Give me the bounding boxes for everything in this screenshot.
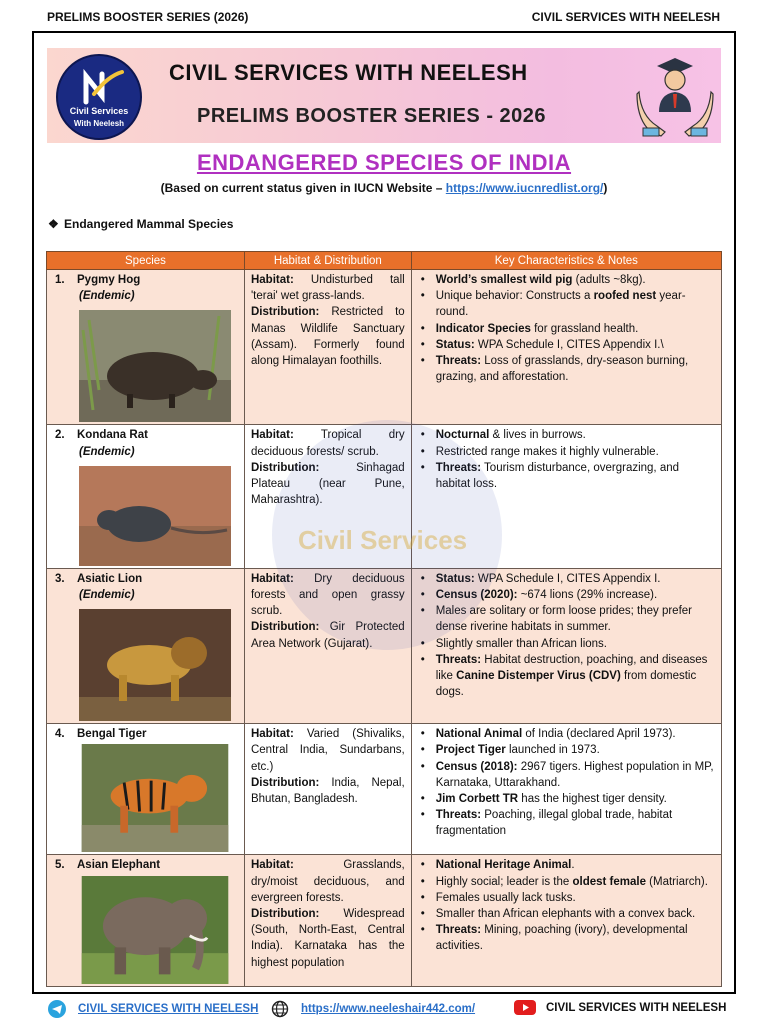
running-header — [0, 0, 768, 30]
species-cell — [47, 568, 245, 723]
page-title: ENDANGERED SPECIES OF INDIA — [196, 150, 572, 175]
note-item: • Indicator Species for grassland health. — [418, 321, 715, 337]
source-note — [0, 181, 768, 195]
notes-list — [418, 272, 715, 385]
note-item: • Males are solitary or form loose prides; they prefer dense riverine habitats in summer. — [418, 603, 715, 635]
note-item: • Census (2018): 2967 tigers. Highest population in MP, Karnataka, Uttarakhand. — [418, 759, 715, 791]
footer-youtube[interactable] — [514, 1000, 726, 1015]
species-name: 4. Bengal Tiger — [55, 728, 147, 741]
watermark-text: Civil Services — [298, 525, 468, 555]
section-heading — [48, 217, 233, 231]
logo-text-line1: Civil Services — [69, 106, 129, 116]
table-row — [47, 724, 722, 855]
endemic-tag: (Endemic) — [79, 445, 135, 458]
note-item: • Nocturnal & lives in burrows. — [418, 427, 715, 443]
notes-cell — [411, 568, 721, 723]
brand-logo — [56, 54, 142, 140]
source-note-suffix: ) — [603, 181, 608, 195]
habitat-cell: Habitat: Undisturbed tall 'terai' wet grass-lands. Distribution: Restricted to Manas Wildlife Sanctuary (Assam). Formerly found along Himalayan foothills. — [244, 270, 411, 425]
section-heading-text: Endangered Mammal Species — [64, 217, 234, 231]
banner-subtitle: PRELIMS BOOSTER SERIES - 2026 — [197, 105, 547, 127]
note-item: • Unique behavior: Constructs a roofed nest year-round. — [418, 288, 715, 320]
graduate-hands-icon — [635, 54, 715, 138]
notes-list — [418, 857, 715, 954]
pygmy-hog-photo — [79, 310, 231, 422]
note-item: • Status: WPA Schedule I, CITES Appendix I. — [418, 571, 715, 587]
banner — [47, 48, 721, 143]
notes-list — [418, 571, 715, 701]
habitat-cell: Habitat: Grasslands, dry/moist deciduous, and evergreen forests. Distribution: Widespread (South, North-East, Central India). Karnataka has the highest population — [244, 855, 411, 986]
footer-website[interactable] — [271, 1000, 475, 1018]
note-item: • National Animal of India (declared April 1973). — [418, 726, 715, 742]
header-habitat: Habitat & Distribution — [244, 252, 411, 270]
notes-cell — [411, 270, 721, 425]
note-item: • World’s smallest wild pig (adults ~8kg). — [418, 272, 715, 288]
note-item: • Restricted range makes it highly vulnerable. — [418, 444, 715, 460]
asian-elephant-photo — [79, 876, 231, 984]
species-cell — [47, 425, 245, 568]
note-item: • Status: WPA Schedule I, CITES Appendix I.\ — [418, 337, 715, 353]
banner-title: CIVIL SERVICES WITH NEELESH — [169, 60, 528, 85]
endemic-tag: (Endemic) — [79, 589, 135, 602]
note-item: • Threats: Poaching, illegal global trade, habitat fragmentation — [418, 807, 715, 839]
table-row — [47, 568, 722, 723]
youtube-channel-name[interactable]: CIVIL SERVICES WITH NEELESH — [546, 1001, 727, 1014]
table-row — [47, 855, 722, 986]
iucn-link[interactable]: https://www.iucnredlist.org/ — [445, 181, 604, 195]
species-cell — [47, 270, 245, 425]
footer-telegram[interactable] — [48, 1000, 258, 1018]
table-header-row — [47, 252, 722, 270]
note-item: • National Heritage Animal. — [418, 857, 715, 873]
note-item: • Females usually lack tusks. — [418, 890, 715, 906]
header-notes: Key Characteristics & Notes — [411, 252, 721, 270]
note-item: • Census (2020): ~674 lions (29% increase). — [418, 587, 715, 603]
globe-icon — [271, 1000, 289, 1018]
species-cell — [47, 855, 245, 986]
page-footer — [0, 998, 768, 1022]
header-series-label: PRELIMS BOOSTER SERIES (2026) — [47, 10, 249, 24]
habitat-cell: Habitat: Tropical dry deciduous forests/ scrub. Distribution: Sinhagad Plateau (near Pune, Maharashtra). — [244, 425, 411, 568]
notes-cell — [411, 724, 721, 855]
asiatic-lion-photo — [79, 609, 231, 721]
youtube-icon — [514, 1000, 536, 1015]
bengal-tiger-photo — [79, 744, 231, 852]
notes-cell — [411, 855, 721, 986]
note-item: • Threats: Tourism disturbance, overgrazing, and habitat loss. — [418, 460, 715, 492]
note-item: • Threats: Mining, poaching (ivory), developmental activities. — [418, 922, 715, 954]
species-cell — [47, 724, 245, 855]
notes-list — [418, 726, 715, 839]
species-name: 5. Asian Elephant — [55, 859, 161, 872]
table-row — [47, 425, 722, 568]
notes-cell — [411, 425, 721, 568]
website-link[interactable]: https://www.neeleshair442.com/ — [301, 1003, 476, 1015]
habitat-cell: Habitat: Varied (Shivaliks, Central India, Sundarbans, etc.) Distribution: India, Nepal, Bhutan, Bangladesh. — [244, 724, 411, 855]
kondana-rat-photo — [79, 466, 231, 566]
note-item: • Slightly smaller than African lions. — [418, 636, 715, 652]
note-item: • Threats: Habitat destruction, poaching, and diseases like Canine Distemper Virus (CDV) from domestic dogs. — [418, 652, 715, 701]
logo-text-line2: With Neelesh — [73, 119, 125, 128]
diamond-bullet-icon: ❖ — [48, 217, 59, 231]
notes-list — [418, 427, 715, 492]
species-name: 3. Asiatic Lion — [55, 572, 143, 585]
header-brand-label: CIVIL SERVICES WITH NEELESH — [531, 10, 720, 24]
telegram-link[interactable]: CIVIL SERVICES WITH NEELESH — [78, 1003, 259, 1015]
note-item: • Jim Corbett TR has the highest tiger density. — [418, 791, 715, 807]
header-species: Species — [47, 252, 245, 270]
habitat-cell: Habitat: Dry deciduous forests and open grassy scrub. Distribution: Gir Protected Area Network (Gujarat). — [244, 568, 411, 723]
species-name: 1. Pygmy Hog — [55, 274, 141, 286]
note-item: • Smaller than African elephants with a convex back. — [418, 906, 715, 922]
note-item: • Threats: Loss of grasslands, dry-season burning, grazing, and afforestation. — [418, 353, 715, 385]
species-name: 2. Kondana Rat — [55, 429, 148, 442]
logo-swoosh-icon — [80, 68, 124, 108]
source-note-prefix: (Based on current status given in IUCN Website – — [160, 181, 446, 195]
species-table — [46, 251, 722, 987]
note-item: • Highly social; leader is the oldest female (Matriarch). — [418, 874, 715, 890]
telegram-icon — [48, 1000, 66, 1018]
note-item: • Project Tiger launched in 1973. — [418, 742, 715, 758]
endemic-tag: (Endemic) — [79, 290, 135, 303]
table-row — [47, 270, 722, 425]
